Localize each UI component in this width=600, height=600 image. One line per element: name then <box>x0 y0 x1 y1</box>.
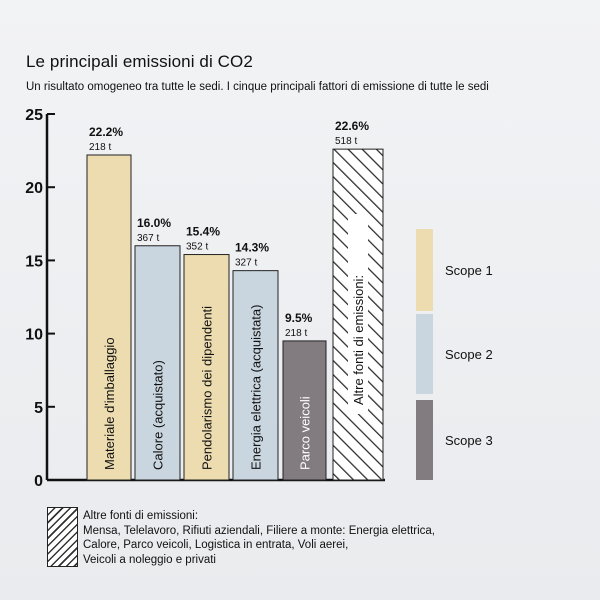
bar-tonnes-label: 218 t <box>89 141 112 153</box>
bar-category-label: Pendolarismo dei dipendenti <box>199 305 215 470</box>
y-tick-label: 0 <box>34 473 43 490</box>
y-tick-label: 15 <box>25 253 43 271</box>
bar-category-label: Energia elettrica (acquistata) <box>248 304 264 470</box>
bar-tonnes-label: 352 t <box>186 241 209 253</box>
bar-percent-label: 9.5% <box>285 310 313 325</box>
y-tick-label: 25 <box>25 107 43 124</box>
note-line-3: Veicoli a noleggio e privati <box>83 553 216 566</box>
legend-label: Scope 1 <box>445 263 493 278</box>
hatched-swatch <box>47 507 78 567</box>
bar-category-label: Altre fonti di emissioni: <box>351 274 366 405</box>
note-heading: Altre fonti di emissioni: <box>83 510 199 522</box>
y-tick-label: 5 <box>34 399 43 417</box>
bar-tonnes-label: 327 t <box>235 257 258 269</box>
legend-label: Scope 2 <box>445 347 493 362</box>
bar-category-label: Materiale d'imballaggio <box>102 337 117 470</box>
chart-subtitle: Un risultato omogeneo tra tutte le sedi. I cinque principali fattori di emissione di tutte le sedi <box>26 81 489 93</box>
bar-percent-label: 22.2% <box>89 124 124 139</box>
y-tick-label: 10 <box>25 326 43 344</box>
bar-category-label: Calore (acquistato) <box>150 360 166 470</box>
bar-percent-label: 14.3% <box>235 240 270 255</box>
legend-swatch <box>416 314 433 394</box>
legend-swatch <box>416 229 433 311</box>
bar-percent-label: 22.6% <box>335 119 370 134</box>
bar-tonnes-label: 518 t <box>335 136 358 148</box>
chart-title: Le principali emissioni di CO2 <box>26 52 253 71</box>
note-line-1: Mensa, Telelavoro, Rifiuti aziendali, Filiere a monte: Energia elettrica, <box>83 524 435 537</box>
bar-percent-label: 16.0% <box>137 215 172 230</box>
bar-tonnes-label: 367 t <box>137 232 160 244</box>
y-tick-label: 20 <box>25 180 43 198</box>
bar-category-label: Parco veicoli <box>297 396 313 470</box>
note-text <box>83 509 523 567</box>
note-line-2: Calore, Parco veicoli, Logistica in entrata, Voli aerei, <box>83 539 349 551</box>
legend-label: Scope 3 <box>445 433 493 448</box>
bar-tonnes-label: 218 t <box>285 327 308 339</box>
other-sources-note <box>47 507 467 569</box>
bar-percent-label: 15.4% <box>186 224 221 239</box>
legend-swatch <box>416 400 433 480</box>
